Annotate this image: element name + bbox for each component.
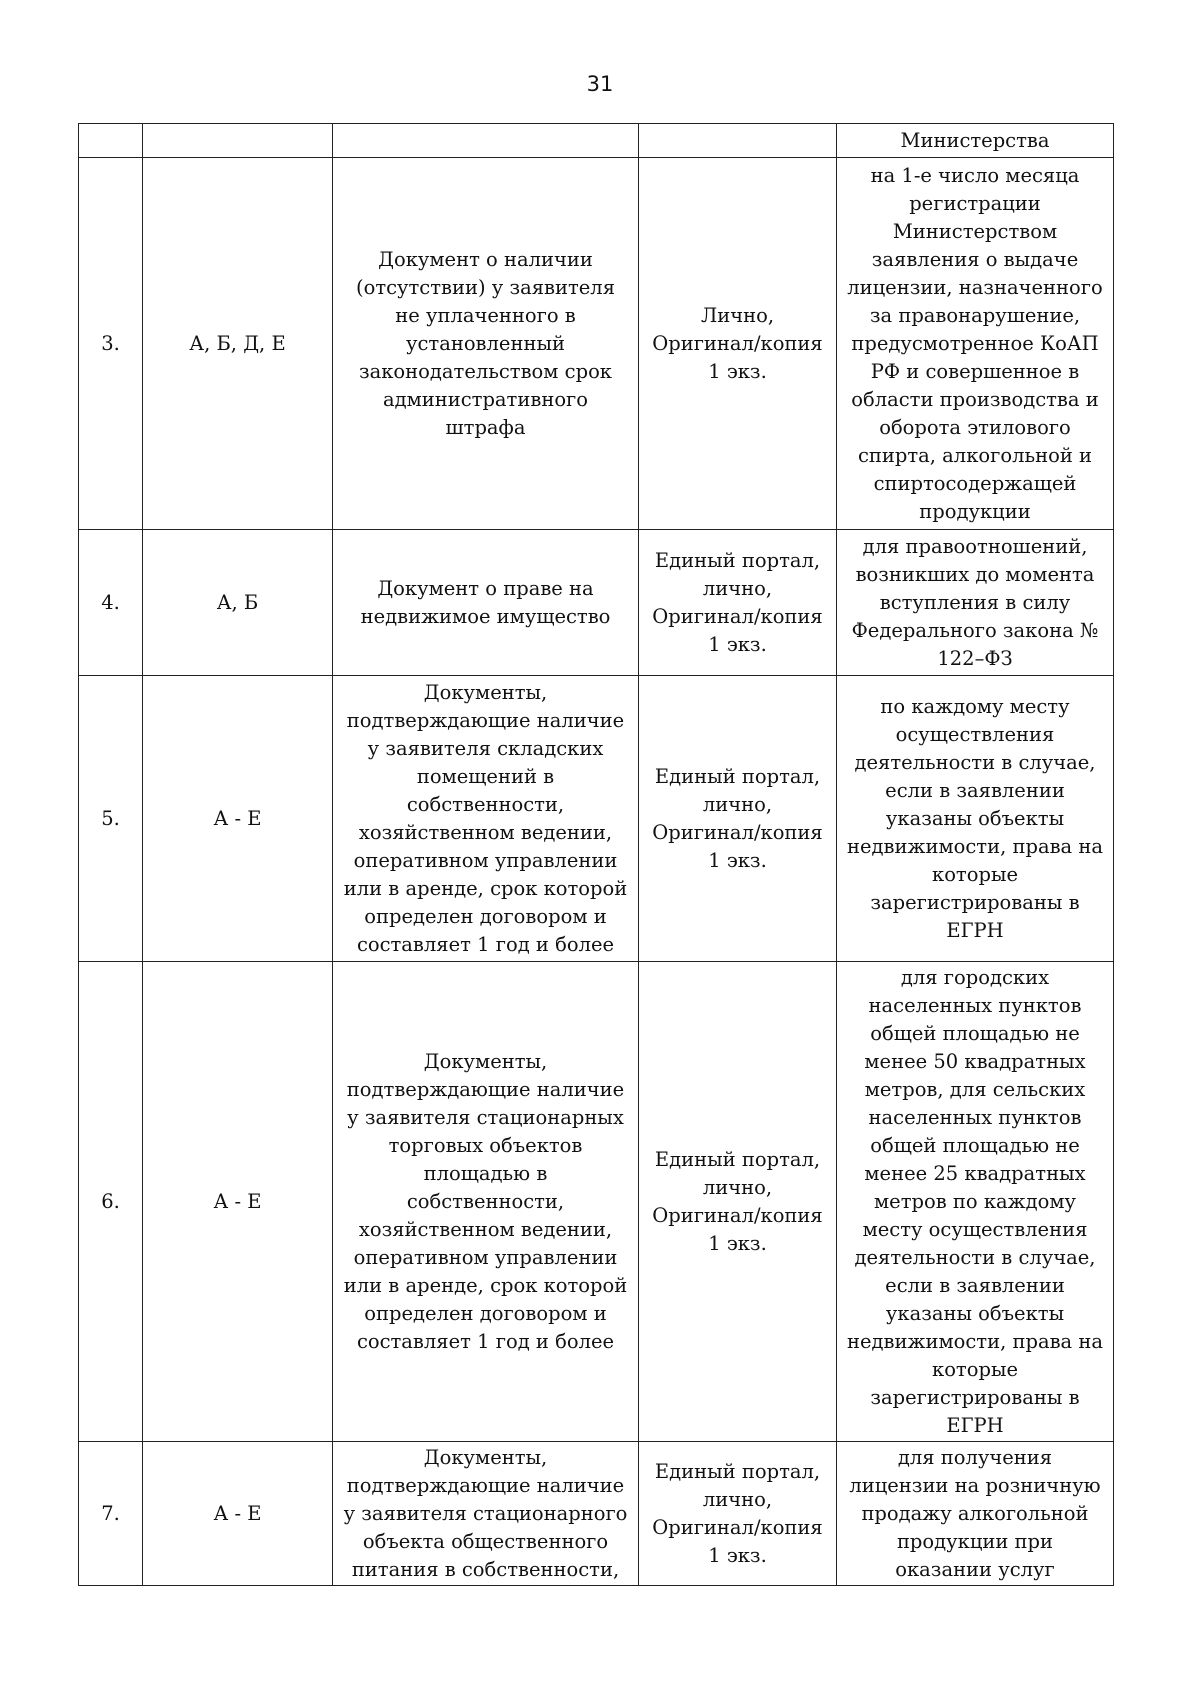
text-line: указаны объекты bbox=[885, 806, 1065, 830]
text-line: населенных пунктов bbox=[868, 993, 1082, 1017]
row-number: 7. bbox=[79, 1442, 143, 1586]
text-line: питания в собственности, bbox=[351, 1557, 620, 1581]
text-line: хозяйственном ведении, bbox=[358, 1217, 613, 1241]
row-note bbox=[837, 676, 1114, 962]
text-line: Лично, bbox=[700, 303, 775, 327]
text-line: определен договором и bbox=[364, 904, 607, 928]
text-line: составляет 1 год и более bbox=[356, 1329, 615, 1353]
text-line: осуществления bbox=[895, 722, 1055, 746]
cell-letters bbox=[143, 124, 333, 158]
text-line: определен договором и bbox=[364, 1301, 607, 1325]
text-line: объекта общественного bbox=[362, 1529, 609, 1553]
text-line: 1 экз. bbox=[708, 1231, 767, 1255]
text-line: 1 экз. bbox=[708, 359, 767, 383]
text-line: помещений в bbox=[416, 764, 555, 788]
text-line: Оригинал/копия bbox=[652, 604, 823, 628]
text-line: продукции bbox=[919, 499, 1031, 523]
text-line: лично, bbox=[702, 792, 773, 816]
text-line: метров, для сельских bbox=[864, 1077, 1086, 1101]
text-line: Единый портал, bbox=[654, 548, 821, 572]
text-line: продажу алкогольной bbox=[861, 1501, 1089, 1525]
row-method bbox=[639, 530, 837, 676]
text-line: не уплаченного в bbox=[395, 303, 576, 327]
table-row bbox=[79, 530, 1114, 676]
text-line: области производства и bbox=[851, 387, 1099, 411]
text-line: у заявителя стационарных bbox=[347, 1105, 624, 1129]
row-note bbox=[837, 158, 1114, 530]
page-number: 31 bbox=[586, 72, 614, 96]
text-line: у заявителя стационарного bbox=[343, 1501, 628, 1525]
text-line: подтверждающие наличие bbox=[346, 1077, 625, 1101]
text-line: Федерального закона № bbox=[851, 618, 1099, 642]
text-line: составляет 1 год и более bbox=[356, 932, 615, 956]
text-line: РФ и совершенное в bbox=[870, 359, 1080, 383]
text-line: торговых объектов bbox=[388, 1133, 583, 1157]
text-line: у заявителя складских bbox=[367, 736, 604, 760]
text-line: 1 экз. bbox=[708, 632, 767, 656]
table-row bbox=[79, 1442, 1114, 1586]
text-line: законодательством срок bbox=[358, 359, 612, 383]
text-line: менее 50 квадратных bbox=[864, 1049, 1086, 1073]
documents-table bbox=[78, 123, 1114, 1586]
row-method bbox=[639, 962, 837, 1442]
text-line: общей площадью не bbox=[870, 1021, 1080, 1045]
text-line: подтверждающие наличие bbox=[346, 1473, 625, 1497]
row-note bbox=[837, 962, 1114, 1442]
text-line: деятельности в случае, bbox=[854, 750, 1096, 774]
text-line: установленный bbox=[406, 331, 565, 355]
row-letters: А - Е bbox=[143, 1442, 333, 1586]
row-note bbox=[837, 530, 1114, 676]
text-line: зарегистрированы в bbox=[870, 890, 1080, 914]
text-line: Документ о наличии bbox=[378, 247, 593, 271]
text-line: собственности, bbox=[406, 1189, 565, 1213]
row-document bbox=[333, 530, 639, 676]
row-method bbox=[639, 676, 837, 962]
row-document bbox=[333, 1442, 639, 1586]
row-method bbox=[639, 158, 837, 530]
text-line: спиртосодержащей bbox=[873, 471, 1077, 495]
text-line: оборота этилового bbox=[879, 415, 1071, 439]
text-line: Документы, bbox=[423, 1445, 548, 1469]
row-letters: А - Е bbox=[143, 676, 333, 962]
text-line: Оригинал/копия bbox=[652, 1515, 823, 1539]
text-line: по каждому месту bbox=[880, 694, 1070, 718]
text-line: менее 25 квадратных bbox=[864, 1161, 1086, 1185]
text-line: оперативном управлении bbox=[353, 1245, 618, 1269]
text-line: хозяйственном ведении, bbox=[358, 820, 613, 844]
text-line: Документы, bbox=[423, 680, 548, 704]
cell-num bbox=[79, 124, 143, 158]
row-number: 5. bbox=[79, 676, 143, 962]
text-line: собственности, bbox=[406, 792, 565, 816]
text-line: ЕГРН bbox=[946, 918, 1004, 942]
row-number: 3. bbox=[79, 158, 143, 530]
text-line: регистрации bbox=[909, 191, 1041, 215]
text-line: 1 экз. bbox=[708, 1543, 767, 1567]
text-line: оперативном управлении bbox=[353, 848, 618, 872]
text-line: метров по каждому bbox=[874, 1189, 1076, 1213]
text-line: общей площадью не bbox=[870, 1133, 1080, 1157]
row-note bbox=[837, 1442, 1114, 1586]
text-line: или в аренде, срок которой bbox=[343, 1273, 628, 1297]
text-line: за правонарушение, bbox=[869, 303, 1081, 327]
text-line: Документ о праве на bbox=[377, 576, 594, 600]
table-row bbox=[79, 676, 1114, 962]
table-row bbox=[79, 962, 1114, 1442]
text-line: если в заявлении bbox=[885, 778, 1065, 802]
text-line: (отсутствии) у заявителя bbox=[355, 275, 616, 299]
table-row-continuation bbox=[79, 124, 1114, 158]
text-line: которые bbox=[932, 862, 1018, 886]
text-line: штрафа bbox=[445, 415, 526, 439]
row-document bbox=[333, 962, 639, 1442]
row-method bbox=[639, 1442, 837, 1586]
text-line: оказании услуг bbox=[895, 1557, 1055, 1581]
text-line: деятельности в случае, bbox=[854, 1245, 1096, 1269]
row-number: 6. bbox=[79, 962, 143, 1442]
text-line: Оригинал/копия bbox=[652, 1203, 823, 1227]
text-line: Министерством bbox=[892, 219, 1058, 243]
text-line: которые bbox=[932, 1357, 1018, 1381]
text-line: подтверждающие наличие bbox=[346, 708, 625, 732]
text-line: на 1-е число месяца bbox=[870, 163, 1080, 187]
text-line: лично, bbox=[702, 1175, 773, 1199]
text-line: недвижимое имущество bbox=[360, 604, 611, 628]
cell-document bbox=[333, 124, 639, 158]
text-line: Единый портал, bbox=[654, 1147, 821, 1171]
table-row bbox=[79, 158, 1114, 530]
text-line: спирта, алкогольной и bbox=[857, 443, 1093, 467]
cell-note: Министерства bbox=[837, 124, 1114, 158]
text-line: заявления о выдаче bbox=[871, 247, 1079, 271]
text-line: вступления в силу bbox=[879, 590, 1071, 614]
text-line: зарегистрированы в bbox=[870, 1385, 1080, 1409]
text-line: для городских bbox=[900, 965, 1050, 989]
row-document bbox=[333, 158, 639, 530]
text-line: недвижимости, права на bbox=[847, 1329, 1103, 1353]
text-line: административного bbox=[382, 387, 589, 411]
text-line: предусмотренное КоАП bbox=[851, 331, 1099, 355]
text-line: населенных пунктов bbox=[868, 1105, 1082, 1129]
text-line: для правоотношений, bbox=[862, 534, 1088, 558]
text-line: указаны объекты bbox=[885, 1301, 1065, 1325]
text-line: недвижимости, права на bbox=[847, 834, 1103, 858]
text-line: 1 экз. bbox=[708, 848, 767, 872]
text-line: площадью в bbox=[423, 1161, 548, 1185]
text-line: месту осуществления bbox=[862, 1217, 1088, 1241]
text-line: лично, bbox=[702, 576, 773, 600]
text-line: если в заявлении bbox=[885, 1273, 1065, 1297]
row-document bbox=[333, 676, 639, 962]
text-line: продукции при bbox=[896, 1529, 1054, 1553]
text-line: Документы, bbox=[423, 1049, 548, 1073]
text-line: ЕГРН bbox=[946, 1413, 1004, 1437]
text-line: лицензии, назначенного bbox=[847, 275, 1103, 299]
row-letters: А, Б, Д, Е bbox=[143, 158, 333, 530]
text-line: Оригинал/копия bbox=[652, 331, 823, 355]
text-line: Оригинал/копия bbox=[652, 820, 823, 844]
text-line: для получения bbox=[897, 1445, 1053, 1469]
row-number: 4. bbox=[79, 530, 143, 676]
text-line: возникших до момента bbox=[855, 562, 1095, 586]
text-line: Единый портал, bbox=[654, 764, 821, 788]
text-line: или в аренде, срок которой bbox=[343, 876, 628, 900]
text-line: 122–ФЗ bbox=[937, 646, 1013, 670]
cell-method bbox=[639, 124, 837, 158]
text-line: лично, bbox=[702, 1487, 773, 1511]
text-line: Единый портал, bbox=[654, 1459, 821, 1483]
row-letters: А, Б bbox=[143, 530, 333, 676]
row-letters: А - Е bbox=[143, 962, 333, 1442]
text-line: лицензии на розничную bbox=[849, 1473, 1101, 1497]
